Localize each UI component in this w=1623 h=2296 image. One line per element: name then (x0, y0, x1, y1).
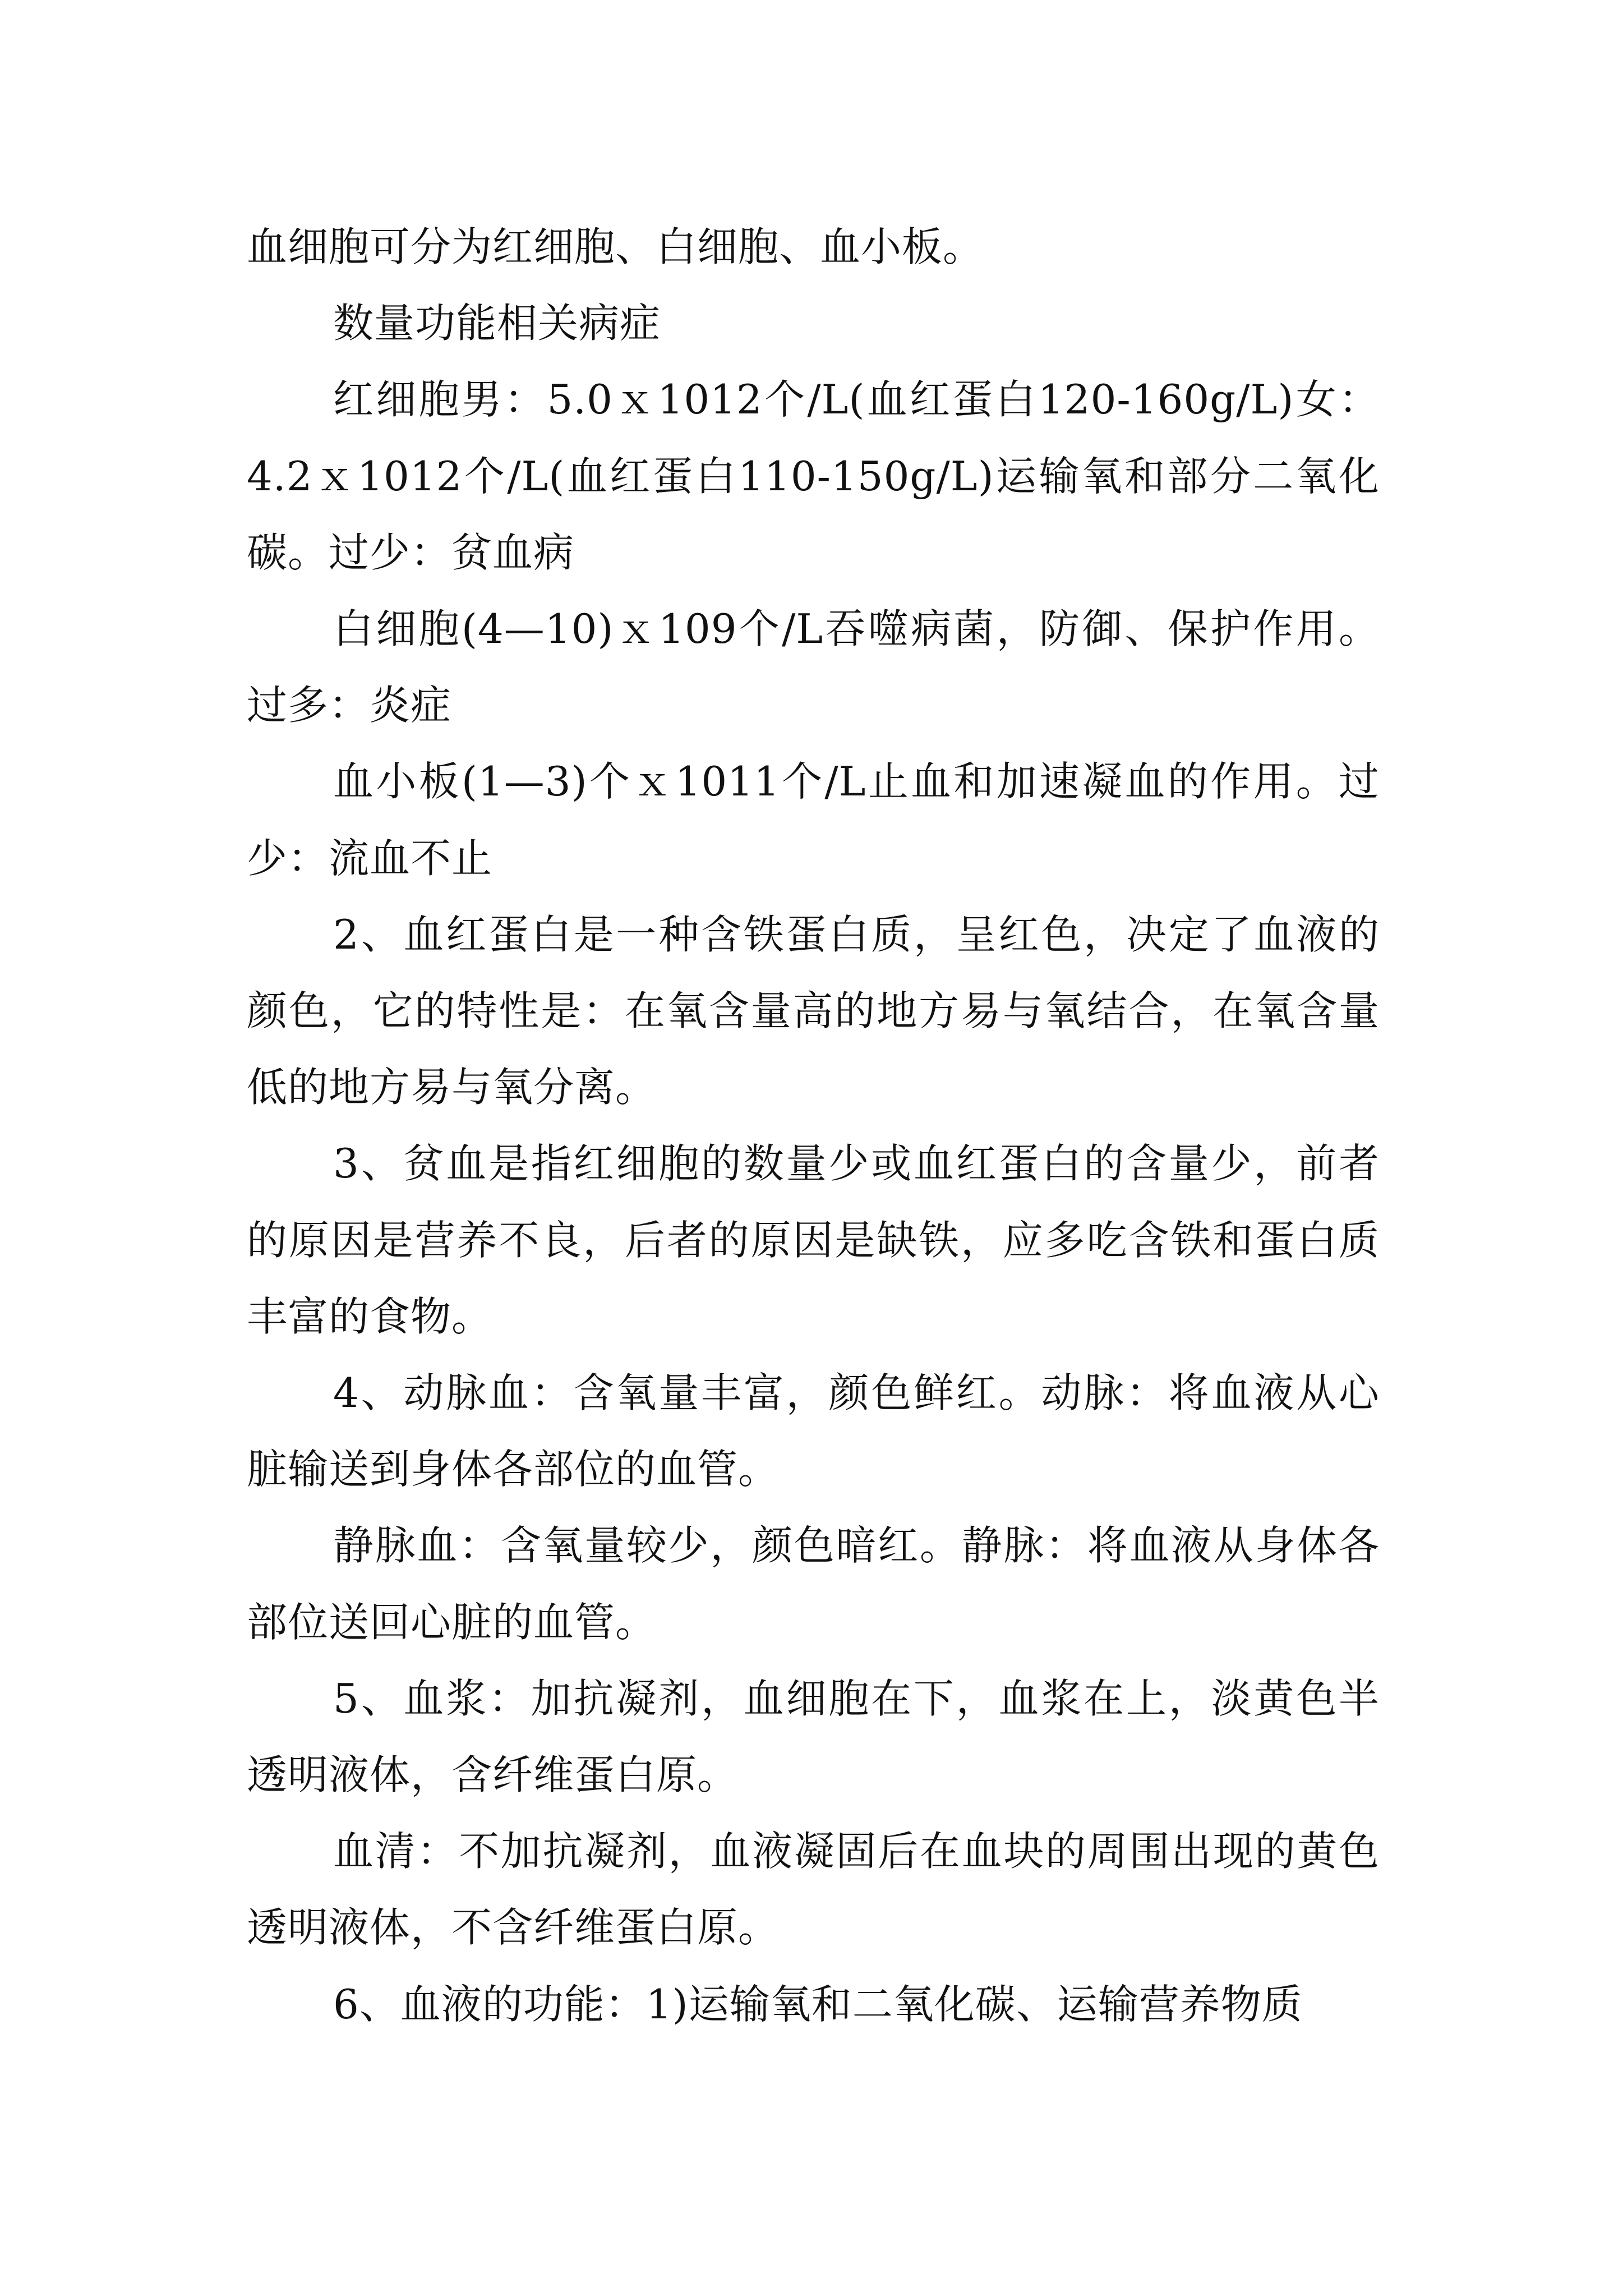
paragraph-white-blood-cells: 白细胞(4—10)ｘ109个/L吞噬病菌，防御、保护作用。过多：炎症 (247, 605, 1380, 729)
paragraph-arterial-blood: 4、动脉血：含氧量丰富，颜色鲜红。动脉：将血液从心脏输送到身体各部位的血管。 (247, 1369, 1380, 1493)
paragraph-blood-functions: 6、血液的功能：1)运输氧和二氧化碳、运输营养物质 (333, 1980, 1303, 2028)
paragraph-blood-cell-types: 血细胞可分为红细胞、白细胞、血小板。 (247, 223, 984, 270)
paragraph-anemia: 3、贫血是指红细胞的数量少或血红蛋白的含量少，前者的原因是营养不良，后者的原因是缺铁，应多吃含铁和蛋白质丰富的食物。 (247, 1140, 1380, 1340)
paragraph-platelets: 血小板(1—3)个ｘ1011个/L止血和加速凝血的作用。过少：流血不止 (247, 758, 1380, 882)
paragraph-plasma: 5、血浆：加抗凝剂，血细胞在下，血浆在上，淡黄色半透明液体，含纤维蛋白原。 (247, 1674, 1380, 1799)
paragraph-hemoglobin: 2、血红蛋白是一种含铁蛋白质，呈红色，决定了血液的颜色，它的特性是：在氧含量高的地方易与氧结合，在氧含量低的地方易与氧分离。 (247, 910, 1380, 1111)
document-body (247, 209, 1380, 2042)
paragraph-serum: 血清：不加抗凝剂，血液凝固后在血块的周围出现的黄色透明液体，不含纤维蛋白原。 (247, 1828, 1380, 1952)
paragraph-table-header: 数量功能相关病症 (333, 300, 661, 347)
paragraph-red-blood-cells: 红细胞男：5.0ｘ1012个/L(血红蛋白120-160g/L)女：4.2ｘ1012个/L(血红蛋白110-150g/L)运输氧和部分二氧化碳。过少：贫血病 (247, 376, 1380, 576)
paragraph-venous-blood: 静脉血：含氧量较少，颜色暗红。静脉：将血液从身体各部位送回心脏的血管。 (247, 1522, 1380, 1646)
